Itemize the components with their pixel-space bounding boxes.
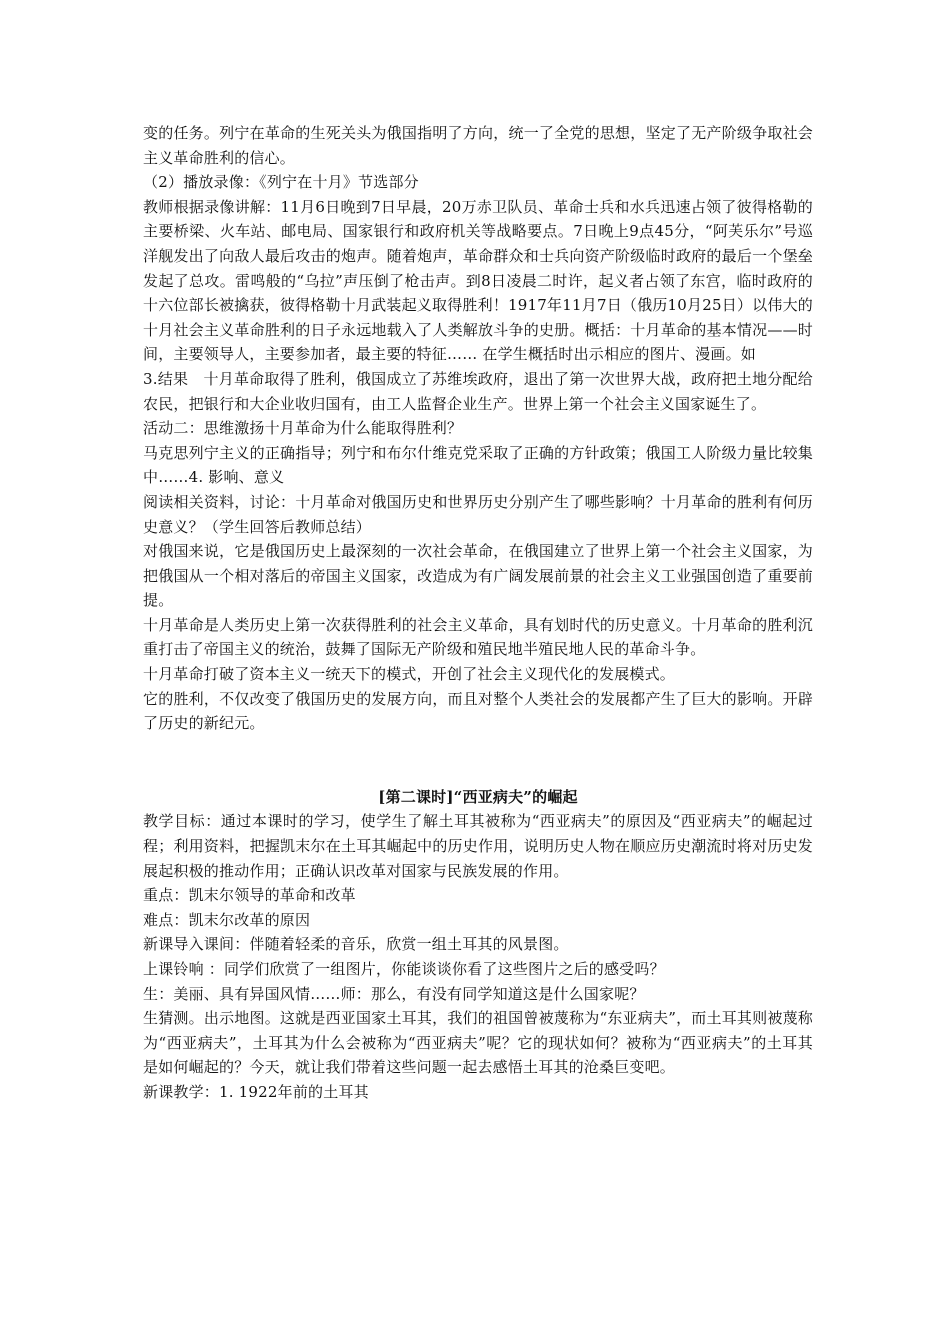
- paragraph: 马克思列宁主义的正确指导；列宁和布尔什维克党采取了正确的方针政策；俄国工人阶级力量比较集中……4. 影响、意义: [143, 443, 813, 487]
- paragraph: 新课导入课间：伴随着轻柔的音乐，欣赏一组土耳其的风景图。: [143, 935, 569, 954]
- paragraph: 十月革命打破了资本主义一统天下的模式，开创了社会主义现代化的发展模式。: [143, 665, 676, 684]
- paragraph: 教师根据录像讲解：11月6日晚到7日早晨，20万赤卫队员、革命士兵和水兵迅速占领了彼得格勒的主要桥梁、火车站、邮电局、国家银行和政府机关等战略要点。7日晚上9点45分，“阿芙乐尔”号巡洋舰发出了向敌人最后攻击的炮声。随着炮声，革命群众和士兵向资产阶级临时政府的最后一个堡垒发起了总攻。雷鸣般的“乌拉”声压倒了枪击声。到8日凌晨二时许，起义者占领了东宫，临时政府的十六位部长被擒获，彼得格勒十月武装起义取得胜利！1917年11月7日（俄历10月25日）以伟大的十月社会主义革命胜利的日子永远地载入了人类解放斗争的史册。概括：十月革命的基本情况——时间，主要领导人，主要参加者，最主要的特征…… 在学生概括时出示相应的图片、漫画。如: [143, 197, 813, 364]
- paragraph: 变的任务。列宁在革命的生死关头为俄国指明了方向，统一了全党的思想，坚定了无产阶级争取社会主义革命胜利的信心。: [143, 124, 813, 167]
- section-gap: [143, 736, 813, 785]
- paragraph: 十月革命是人类历史上第一次获得胜利的社会主义革命，具有划时代的历史意义。十月革命的胜利沉重打击了帝国主义的统治，鼓舞了国际无产阶级和殖民地半殖民地人民的革命斗争。: [143, 615, 813, 659]
- paragraph: 难点：凯末尔改革的原因: [143, 910, 311, 929]
- paragraph: 它的胜利，不仅改变了俄国历史的发展方向，而且对整个人类社会的发展都产生了巨大的影响。开辟了历史的新纪元。: [143, 689, 813, 733]
- paragraph: 上课铃响 ：同学们欣赏了一组图片，你能谈谈你看了这些图片之后的感受吗？: [143, 960, 665, 978]
- paragraph: 对俄国来说，它是俄国历史上最深刻的一次社会革命，在俄国建立了世界上第一个社会主义国家，为把俄国从一个相对落后的帝国主义国家，改造成为有广阔发展前景的社会主义工业强国创造了重要前提。: [143, 542, 813, 610]
- paragraph: 活动二：思维激扬十月革命为什么能取得胜利？: [143, 419, 463, 438]
- paragraph: 3.结果 十月革命取得了胜利，俄国成立了苏维埃政府，退出了第一次世界大战，政府把土地分配给农民，把银行和大企业收归国有，由工人监督企业生产。世界上第一个社会主义国家诞生了。: [143, 369, 813, 413]
- document-page: [143, 121, 813, 1105]
- paragraph: 重点：凯末尔领导的革命和改革: [143, 886, 356, 905]
- paragraph: 新课教学：1. 1922年前的土耳其: [143, 1082, 369, 1101]
- paragraph: 阅读相关资料，讨论：十月革命对俄国历史和世界历史分别产生了哪些影响？十月革命的胜利有何历史意义？（学生回答后教师总结）: [143, 492, 813, 536]
- paragraph: （2）播放录像：《列宁在十月》节选部分: [143, 173, 419, 192]
- paragraph: 教学目标：通过本课时的学习，使学生了解土耳其被称为“西亚病夫”的原因及“西亚病夫”的崛起过程；利用资料，把握凯末尔在土耳其崛起中的历史作用，说明历史人物在顺应历史潮流时将对历史发展起积极的推动作用；正确认识改革对国家与民族发展的作用。: [143, 812, 813, 880]
- paragraph: 生：美丽、具有异国风情……师：那么，有没有同学知道这是什么国家呢？: [143, 984, 645, 1003]
- paragraph: 生猜测。出示地图。这就是西亚国家土耳其，我们的祖国曾被蔑称为“东亚病夫”，而土耳其则被蔑称为“西亚病夫”，土耳其为什么会被称为“西亚病夫”呢？它的现状如何？被称为“西亚病夫”的土耳其是如何崛起的？今天，就让我们带着这些问题一起去感悟土耳其的沧桑巨变吧。: [143, 1009, 813, 1077]
- section-heading: [第二课时]“西亚病夫”的崛起: [378, 787, 578, 806]
